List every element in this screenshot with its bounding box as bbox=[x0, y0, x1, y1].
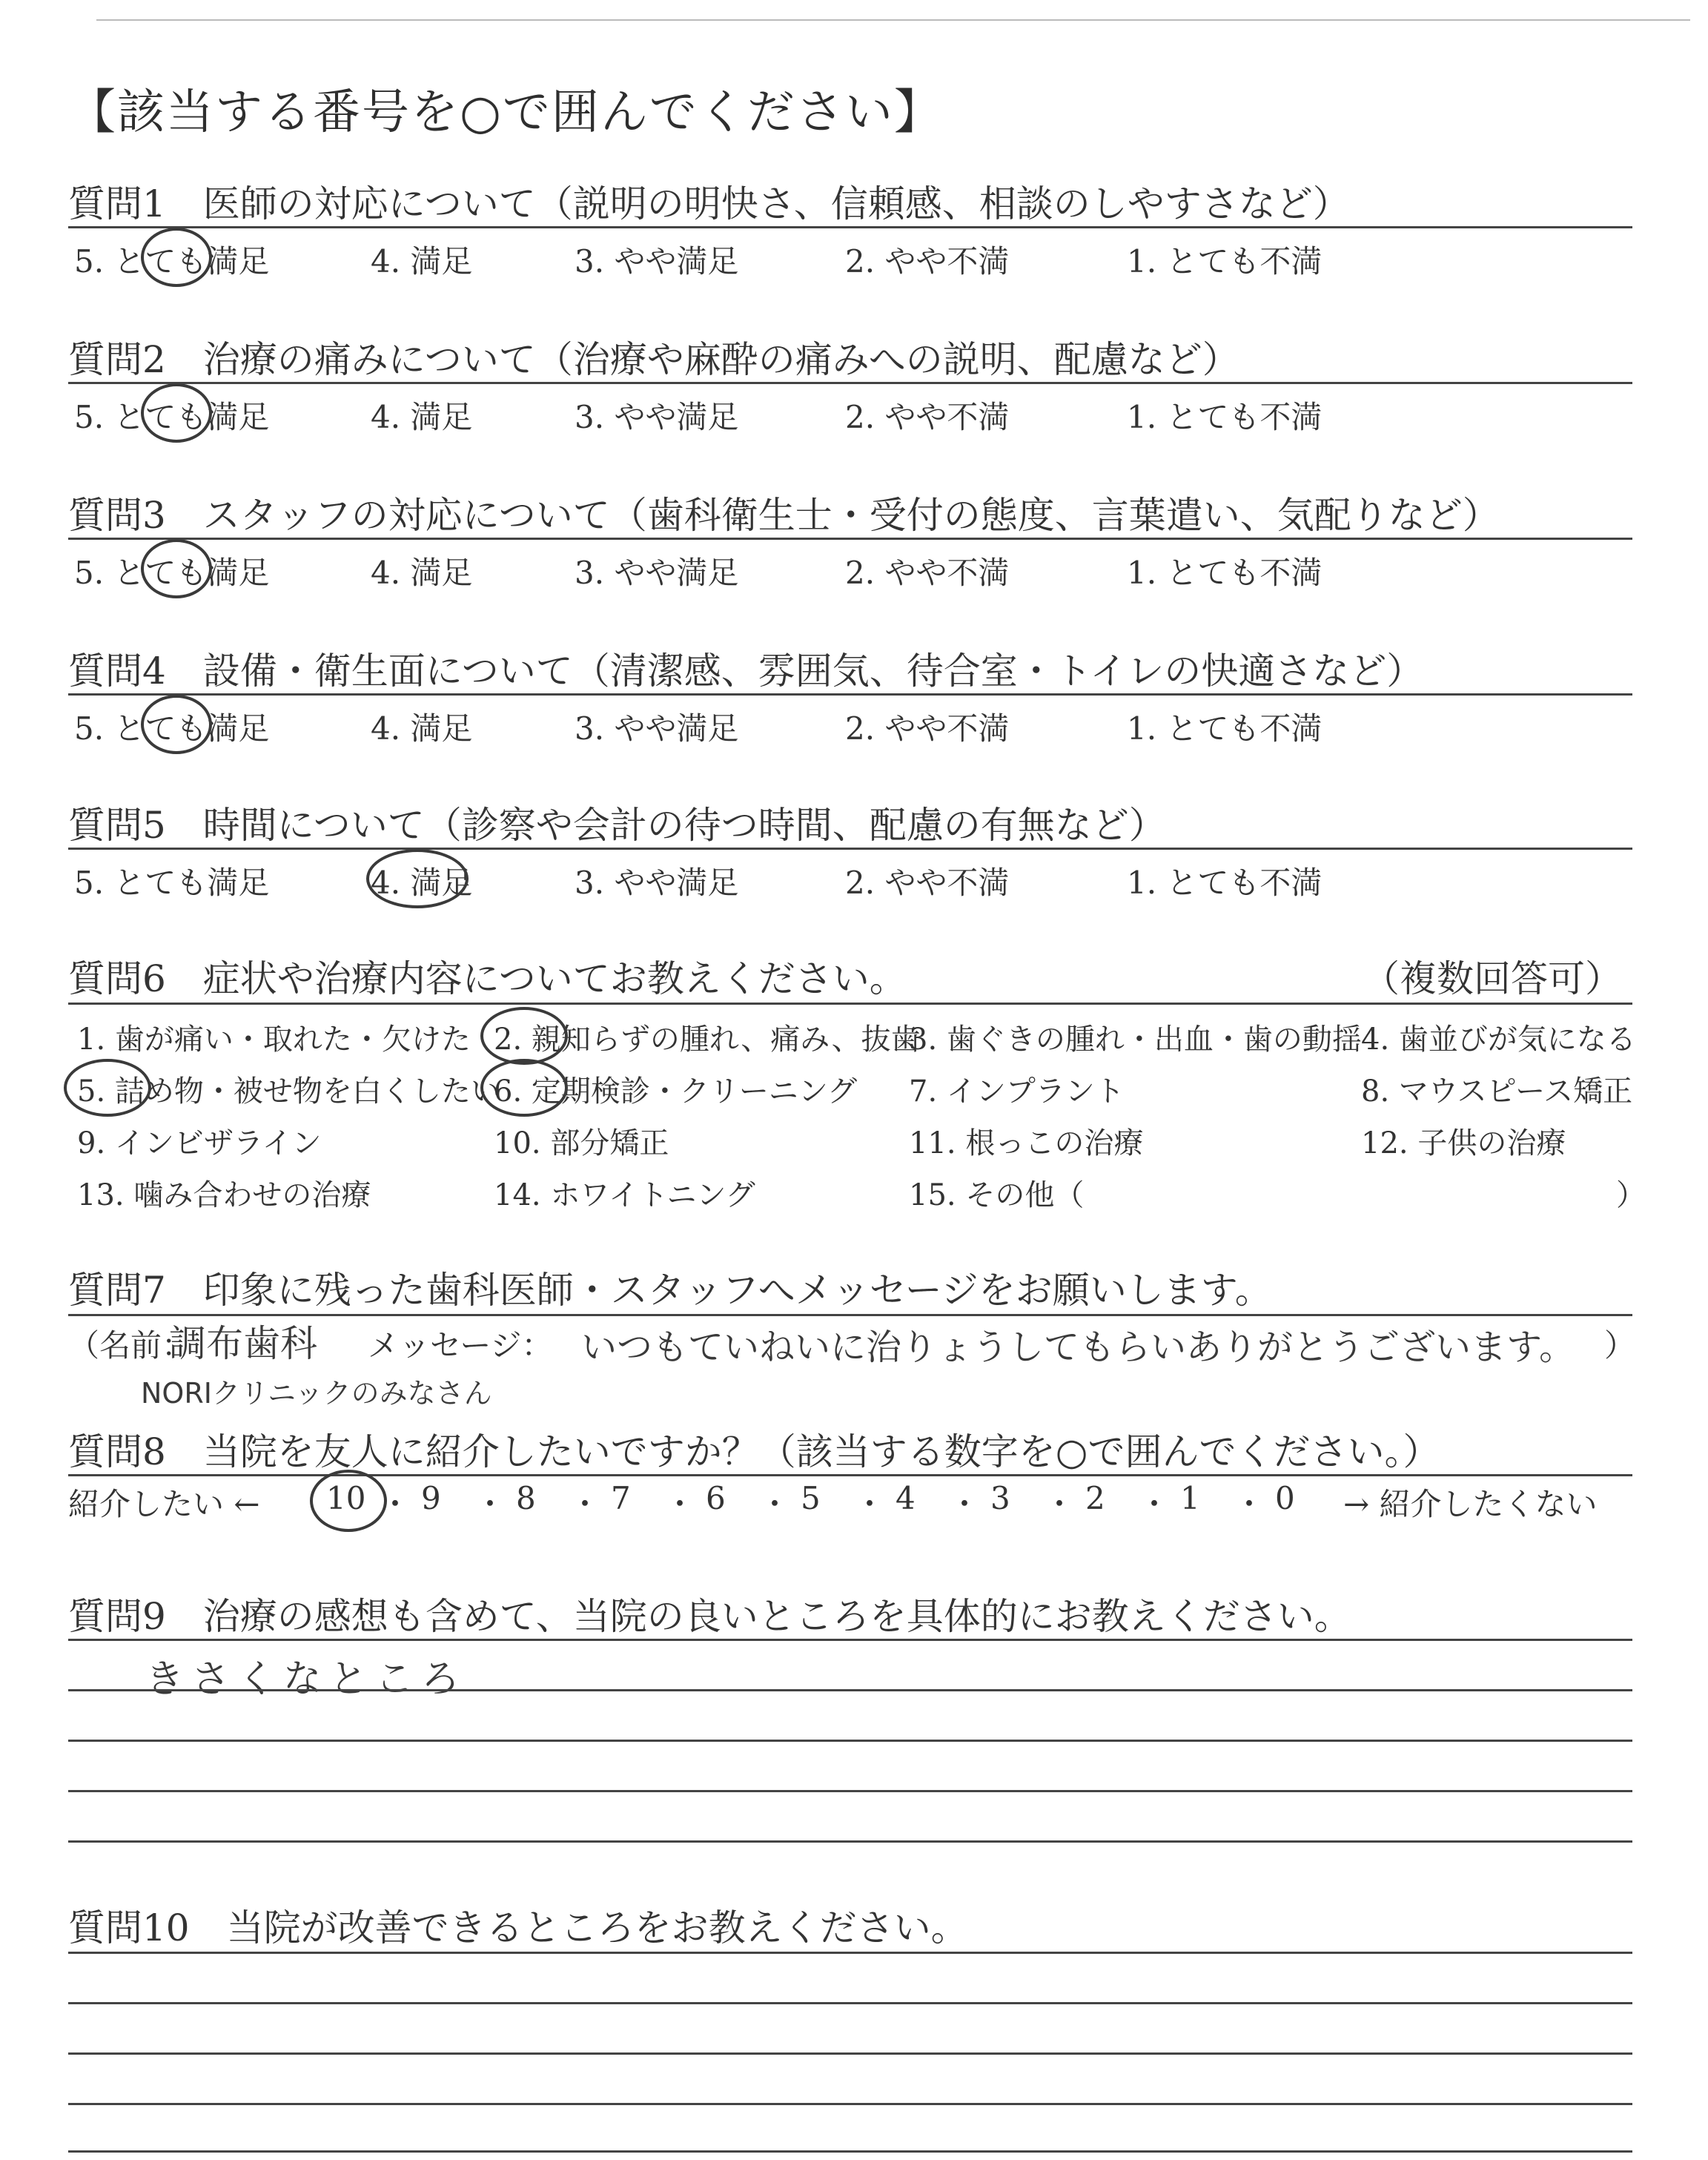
q5-selection-circle bbox=[366, 849, 469, 908]
q7-title: 質問7 印象に残った歯科医師・スタッフへメッセージをお願いします。 bbox=[68, 1269, 1272, 1312]
q3-selection-circle bbox=[141, 539, 212, 598]
q2-selection-circle bbox=[141, 383, 212, 443]
q1-option-2[interactable]: 2. やや不満 bbox=[845, 243, 1010, 280]
q6-option-5[interactable]: 5. 詰め物・被せ物を白くしたい bbox=[77, 1074, 500, 1109]
q8-scale-separator: ・ bbox=[569, 1486, 601, 1522]
q9-line-3 bbox=[68, 1740, 1632, 1742]
q4-option-3[interactable]: 3. やや満足 bbox=[575, 710, 739, 747]
q10-line-4 bbox=[68, 2103, 1632, 2105]
q6-selection-circle bbox=[480, 1059, 568, 1117]
q6-option-1[interactable]: 1. 歯が痛い・取れた・欠けた bbox=[77, 1023, 471, 1057]
q7-name-handwritten-2: NORIクリニックのみなさん bbox=[141, 1377, 492, 1410]
q8-selection-circle bbox=[310, 1470, 387, 1532]
q6-other-close-paren: ） bbox=[1616, 1178, 1646, 1212]
q6-selection-circle bbox=[480, 1007, 568, 1065]
q4-option-1[interactable]: 1. とても不満 bbox=[1127, 710, 1323, 747]
q8-scale-9[interactable]: 9 bbox=[421, 1480, 441, 1516]
q5-option-5[interactable]: 5. とても満足 bbox=[74, 865, 270, 901]
q8-scale-separator: ・ bbox=[474, 1486, 506, 1522]
q8-scale-8[interactable]: 8 bbox=[516, 1480, 536, 1516]
q1-title: 質問1 医師の対応について（説明の明快さ、信頼感、相談のしやすさなど） bbox=[68, 182, 1350, 225]
q8-scale-4[interactable]: 4 bbox=[896, 1480, 916, 1516]
q1-option-3[interactable]: 3. やや満足 bbox=[575, 243, 739, 280]
q7-close-paren: ） bbox=[1604, 1327, 1636, 1364]
q6-option-14[interactable]: 14. ホワイトニング bbox=[494, 1178, 755, 1212]
q1-option-5[interactable]: 5. とても満足 bbox=[74, 243, 270, 280]
q8-title: 質問8 当院を友人に紹介したいですか？（該当する数字を○で囲んでください。） bbox=[68, 1430, 1440, 1473]
q6-option-13[interactable]: 13. 噛み合わせの治療 bbox=[77, 1178, 371, 1212]
q2-title: 質問2 治療の痛みについて（治療や麻酔の痛みへの説明、配慮など） bbox=[68, 338, 1239, 381]
q6-option-6[interactable]: 6. 定期検診・クリーニング bbox=[494, 1074, 858, 1109]
q8-scale-7[interactable]: 7 bbox=[611, 1480, 631, 1516]
q6-option-8[interactable]: 8. マウスピース矯正 bbox=[1361, 1074, 1633, 1109]
q4-selection-circle bbox=[141, 695, 212, 754]
q8-left-label: 紹介したい ← bbox=[68, 1486, 260, 1522]
q3-underline bbox=[68, 538, 1632, 540]
q6-option-2[interactable]: 2. 親知らずの腫れ、痛み、抜歯 bbox=[494, 1023, 921, 1057]
q4-option-4[interactable]: 4. 満足 bbox=[371, 710, 473, 747]
q10-line-5 bbox=[68, 2150, 1632, 2153]
q9-line-1 bbox=[68, 1639, 1632, 1641]
q4-option-5[interactable]: 5. とても満足 bbox=[74, 710, 270, 747]
q5-underline bbox=[68, 848, 1632, 850]
q8-scale-3[interactable]: 3 bbox=[990, 1480, 1010, 1516]
q6-option-9[interactable]: 9. インビザライン bbox=[77, 1126, 322, 1160]
q8-scale-separator: ・ bbox=[380, 1486, 411, 1522]
q3-option-1[interactable]: 1. とても不満 bbox=[1127, 555, 1323, 591]
q3-option-5[interactable]: 5. とても満足 bbox=[74, 555, 270, 591]
q4-title: 質問4 設備・衛生面について（清潔感、雰囲気、待合室・トイレの快適さなど） bbox=[68, 650, 1424, 693]
q8-scale-separator: ・ bbox=[1234, 1486, 1265, 1522]
q1-option-4[interactable]: 4. 満足 bbox=[371, 243, 473, 280]
q5-option-2[interactable]: 2. やや不満 bbox=[845, 865, 1010, 901]
q8-scale-6[interactable]: 6 bbox=[706, 1480, 726, 1516]
q7-name-label: （名前： bbox=[68, 1327, 193, 1364]
q10-line-3 bbox=[68, 2052, 1632, 2055]
q8-scale-separator: ・ bbox=[759, 1486, 791, 1522]
q6-underline bbox=[68, 1003, 1632, 1005]
q2-underline bbox=[68, 382, 1632, 384]
q8-scale-2[interactable]: 2 bbox=[1085, 1480, 1105, 1516]
q6-note: （複数回答可） bbox=[1363, 957, 1622, 1000]
q3-option-4[interactable]: 4. 満足 bbox=[371, 555, 473, 591]
q8-scale-separator: ・ bbox=[1139, 1486, 1171, 1522]
q9-line-4 bbox=[68, 1790, 1632, 1792]
q1-selection-circle bbox=[141, 228, 212, 287]
q2-option-1[interactable]: 1. とても不満 bbox=[1127, 399, 1323, 435]
q6-option-3[interactable]: 3. 歯ぐきの腫れ・出血・歯の動揺 bbox=[909, 1023, 1362, 1057]
q9-line-2 bbox=[68, 1689, 1632, 1691]
q3-option-3[interactable]: 3. やや満足 bbox=[575, 555, 739, 591]
q4-underline bbox=[68, 693, 1632, 696]
q10-line-2 bbox=[68, 2002, 1632, 2004]
q8-scale-separator: ・ bbox=[949, 1486, 981, 1522]
q8-right-label: → 紹介したくない bbox=[1343, 1486, 1598, 1522]
q7-message-label: メッセージ： bbox=[368, 1327, 553, 1364]
q8-underline bbox=[68, 1474, 1632, 1476]
q3-option-2[interactable]: 2. やや不満 bbox=[845, 555, 1010, 591]
q6-option-4[interactable]: 4. 歯並びが気になる bbox=[1361, 1023, 1636, 1057]
q6-selection-circle bbox=[64, 1059, 151, 1117]
q2-option-3[interactable]: 3. やや満足 bbox=[575, 399, 739, 435]
q6-option-11[interactable]: 11. 根っこの治療 bbox=[909, 1126, 1144, 1160]
q8-scale-separator: ・ bbox=[1044, 1486, 1076, 1522]
q8-scale-separator: ・ bbox=[854, 1486, 886, 1522]
q10-title: 質問10 当院が改善できるところをお教えください。 bbox=[68, 1906, 968, 1949]
q8-scale-5[interactable]: 5 bbox=[801, 1480, 821, 1516]
q2-option-5[interactable]: 5. とても満足 bbox=[74, 399, 270, 435]
q4-option-2[interactable]: 2. やや不満 bbox=[845, 710, 1010, 747]
q2-option-2[interactable]: 2. やや不満 bbox=[845, 399, 1010, 435]
page-header: 【該当する番号を○で囲んでください】 bbox=[68, 85, 943, 140]
q6-option-7[interactable]: 7. インプラント bbox=[909, 1074, 1125, 1109]
q10-line-1 bbox=[68, 1952, 1632, 1954]
q5-title: 質問5 時間について（診察や会計の待つ時間、配慮の有無など） bbox=[68, 804, 1166, 847]
q6-option-10[interactable]: 10. 部分矯正 bbox=[494, 1126, 669, 1160]
q8-scale-1[interactable]: 1 bbox=[1180, 1480, 1200, 1516]
q6-option-12[interactable]: 12. 子供の治療 bbox=[1361, 1126, 1566, 1160]
q1-underline bbox=[68, 226, 1632, 228]
q3-title: 質問3 スタッフの対応について（歯科衛生士・受付の態度、言葉遣い、気配りなど） bbox=[68, 494, 1500, 537]
page-top-edge bbox=[96, 19, 1690, 21]
q7-name-handwritten: 調布歯科 bbox=[169, 1322, 317, 1365]
q8-scale-0[interactable]: 0 bbox=[1275, 1480, 1295, 1516]
q1-option-1[interactable]: 1. とても不満 bbox=[1127, 243, 1323, 280]
q6-title: 質問6 症状や治療内容についてお教えください。 bbox=[68, 957, 907, 1000]
q9-answer-handwritten: きさくなところ bbox=[145, 1657, 468, 1702]
q8-scale-10[interactable]: 10 bbox=[326, 1480, 366, 1516]
q9-line-5 bbox=[68, 1840, 1632, 1843]
q6-option-15[interactable]: 15. その他（ bbox=[909, 1178, 1085, 1212]
q7-message-handwritten: いつもていねいに治りょうしてもらいありがとうございます。 bbox=[581, 1327, 1575, 1368]
q8-scale-separator: ・ bbox=[664, 1486, 696, 1522]
q5-option-1[interactable]: 1. とても不満 bbox=[1127, 865, 1323, 901]
q5-option-3[interactable]: 3. やや満足 bbox=[575, 865, 739, 901]
q5-option-4[interactable]: 4. 満足 bbox=[371, 865, 473, 901]
q2-option-4[interactable]: 4. 満足 bbox=[371, 399, 473, 435]
q9-title: 質問9 治療の感想も含めて、当院の良いところを具体的にお教えください。 bbox=[68, 1595, 1351, 1638]
